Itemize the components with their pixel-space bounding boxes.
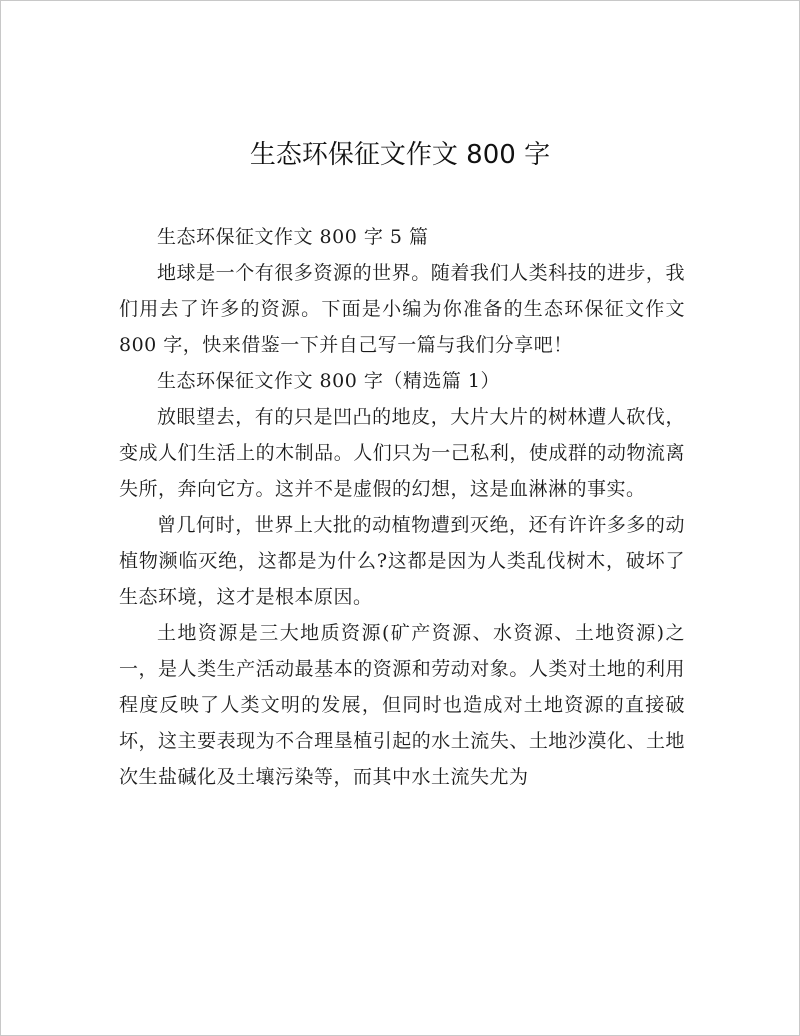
section-heading: 生态环保征文作文 800 字（精选篇 1）	[157, 370, 500, 392]
subtitle-paragraph: 生态环保征文作文 800 字 5 篇	[157, 226, 429, 248]
intro-paragraph: 地球是一个有很多资源的世界。随着我们人类科技的进步，我们用去了许多的资源。下面是小编为你准备的生态环保征文作文 800 字，快来借鉴一下并自己写一篇与我们分享吧！	[119, 262, 685, 356]
document-body	[119, 219, 685, 795]
page-title: 生态环保征文作文 800 字	[249, 140, 551, 170]
body-paragraph: 曾几何时，世界上大批的动植物遭到灭绝，还有许许多多的动植物濒临灭绝，这都是为什么?这都是因为人类乱伐树木，破坏了生态环境，这才是根本原因。	[119, 514, 685, 608]
body-paragraph: 土地资源是三大地质资源(矿产资源、水资源、土地资源)之一，是人类生产活动最基本的资源和劳动对象。人类对土地的利用程度反映了人类文明的发展，但同时也造成对土地资源的直接破坏，这主要表现为不合理垦植引起的水土流失、土地沙漠化、土地次生盐碱化及土壤污染等，而其中水土流失尤为	[119, 622, 685, 788]
body-paragraph: 放眼望去，有的只是凹凸的地皮，大片大片的树林遭人砍伐，变成人们生活上的木制品。人们只为一己私利，使成群的动物流离失所，奔向它方。这并不是虚假的幻想，这是血淋淋的事实。	[119, 406, 685, 500]
